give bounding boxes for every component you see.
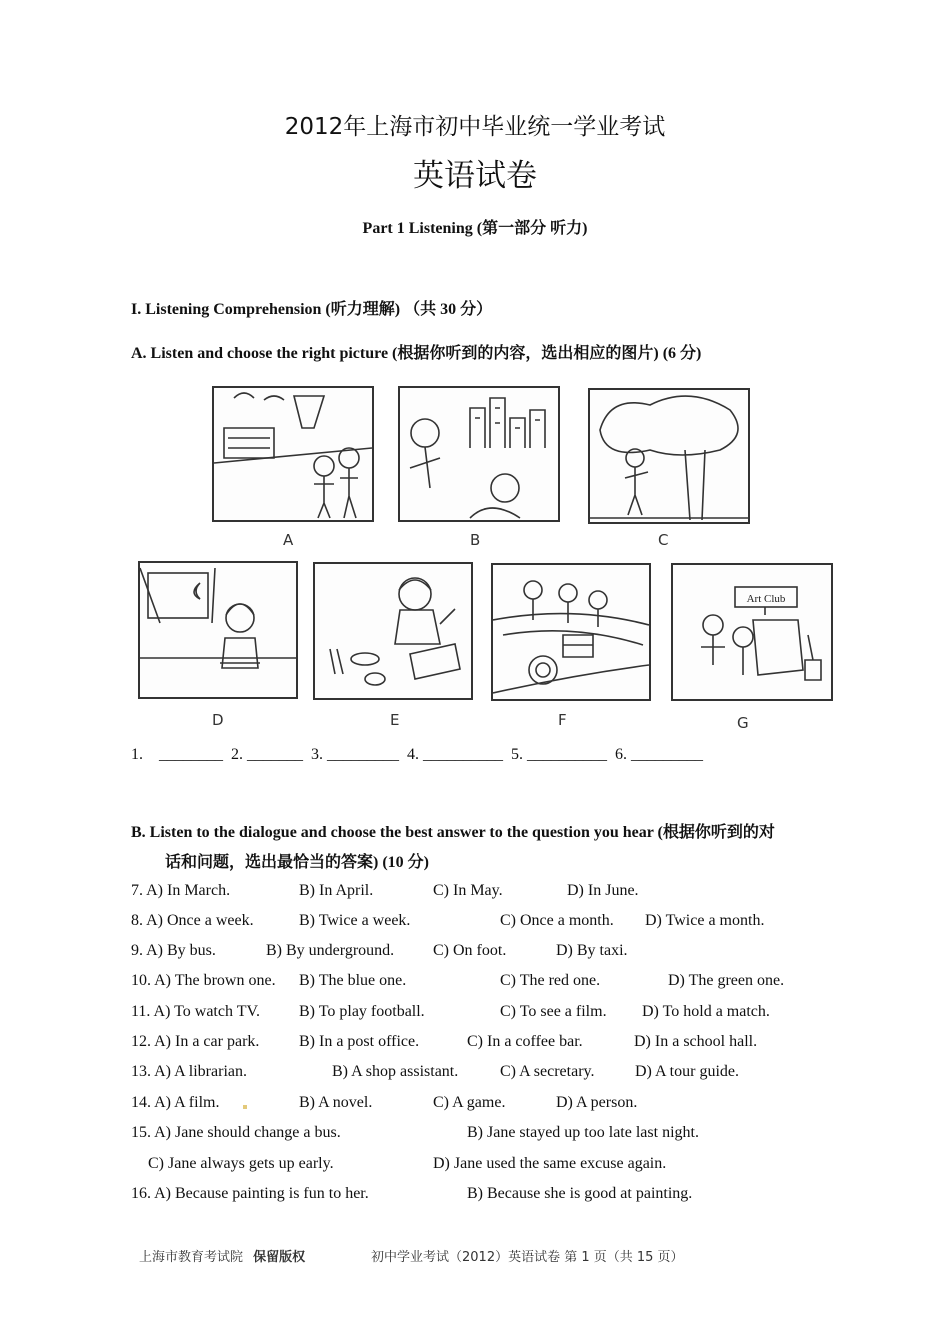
picture-f-label: F [558, 711, 567, 729]
question-16-row1 [131, 1185, 831, 1207]
option-c: C) On foot. [433, 942, 507, 959]
section-b-heading [131, 818, 831, 878]
section-b-line1: B. Listen to the dialogue and choose the best answer to the question you hear (根据你听到的对 [131, 824, 775, 841]
option-b: B) A shop assistant. [332, 1063, 459, 1080]
option-a: 10. A) The brown one. [131, 972, 276, 989]
option-c: C) Jane always gets up early. [148, 1155, 334, 1172]
exam-subtitle: 英语试卷 [413, 158, 537, 194]
option-b: B) In April. [299, 882, 374, 899]
option-a: 15. A) Jane should change a bus. [131, 1124, 341, 1141]
option-b: B) Twice a week. [299, 912, 411, 929]
picture-b-label: B [470, 531, 481, 549]
option-a: 14. A) A film. [131, 1094, 220, 1111]
option-d: D) A person. [556, 1094, 638, 1111]
option-d: D) By taxi. [556, 942, 628, 959]
option-a: 8. A) Once a week. [131, 912, 254, 929]
option-b: B) By underground. [266, 942, 395, 959]
option-d: D) Twice a month. [645, 912, 765, 929]
option-a: 13. A) A librarian. [131, 1063, 247, 1080]
question-8 [131, 912, 831, 934]
answer-blanks: 1. ________ 2. _______ 3. _________ 4. __________ 5. __________ 6. _________ [131, 746, 703, 763]
picture-a-label: A [283, 531, 294, 549]
option-d: D) In June. [567, 882, 639, 899]
option-b: B) Jane stayed up too late last night. [467, 1124, 699, 1141]
option-c: C) In a coffee bar. [467, 1033, 583, 1050]
footer-copyright: 保留版权 [253, 1250, 306, 1265]
option-a: 9. A) By bus. [131, 942, 216, 959]
picture-b-city-skyline [398, 386, 560, 522]
section-b-line2: 话和问题，选出最恰当的答案) (10 分) [165, 854, 429, 871]
question-7 [131, 882, 831, 904]
question-12 [131, 1033, 831, 1055]
question-10 [131, 972, 831, 994]
option-d: D) In a school hall. [634, 1033, 758, 1050]
footer-publisher-name: 上海市教育考试院 [139, 1250, 244, 1265]
option-d: D) The green one. [668, 972, 785, 989]
question-14 [131, 1094, 831, 1116]
option-a: 12. A) In a car park. [131, 1033, 260, 1050]
section-a-heading: A. Listen and choose the right picture (根据你听到的内容，选出相应的图片) (6 分) [131, 345, 702, 362]
option-d: D) A tour guide. [635, 1063, 739, 1080]
question-15-row1 [131, 1124, 831, 1146]
picture-a-clothes-shop [212, 386, 374, 522]
picture-e-label: E [390, 711, 400, 729]
question-11 [131, 1003, 831, 1025]
option-d: D) To hold a match. [642, 1003, 770, 1020]
option-b: B) To play football. [299, 1003, 425, 1020]
picture-f-boat-trip [491, 563, 651, 701]
question-15-row2 [131, 1155, 831, 1177]
option-a: 11. A) To watch TV. [131, 1003, 260, 1020]
option-b: B) Because she is good at painting. [467, 1185, 693, 1202]
option-a: 16. A) Because painting is fun to her. [131, 1185, 369, 1202]
option-b: B) In a post office. [299, 1033, 420, 1050]
picture-d-reading-at-night [138, 561, 298, 699]
picture-d-label: D [212, 711, 224, 729]
option-c: C) In May. [433, 882, 503, 899]
option-c: C) Once a month. [500, 912, 614, 929]
picture-e-cooking [313, 562, 473, 700]
part-heading: Part 1 Listening (第一部分 听力) [362, 220, 588, 237]
footer-page-info: 初中学业考试（2012）英语试卷 第 1 页（共 15 页） [371, 1250, 684, 1265]
section-i-heading: I. Listening Comprehension (听力理解) （共 30 分） [131, 301, 493, 318]
option-c: C) A secretary. [500, 1063, 595, 1080]
option-b: B) A novel. [299, 1094, 373, 1111]
option-c: C) To see a film. [500, 1003, 607, 1020]
option-a: 7. A) In March. [131, 882, 231, 899]
exam-title: 2012年上海市初中毕业统一学业考试 [284, 114, 666, 140]
picture-g-label: G [737, 714, 749, 732]
option-d: D) Jane used the same excuse again. [433, 1155, 667, 1172]
question-13 [131, 1063, 831, 1085]
speck-mark [243, 1105, 247, 1109]
question-9 [131, 942, 831, 964]
art-club-sign: Art Club [746, 593, 786, 605]
option-b: B) The blue one. [299, 972, 407, 989]
picture-g-art-club [671, 563, 833, 701]
option-c: C) The red one. [500, 972, 601, 989]
option-c: C) A game. [433, 1094, 506, 1111]
picture-c-label: C [658, 531, 669, 549]
footer-publisher [139, 1246, 305, 1265]
picture-c-tree-planting [588, 388, 750, 524]
